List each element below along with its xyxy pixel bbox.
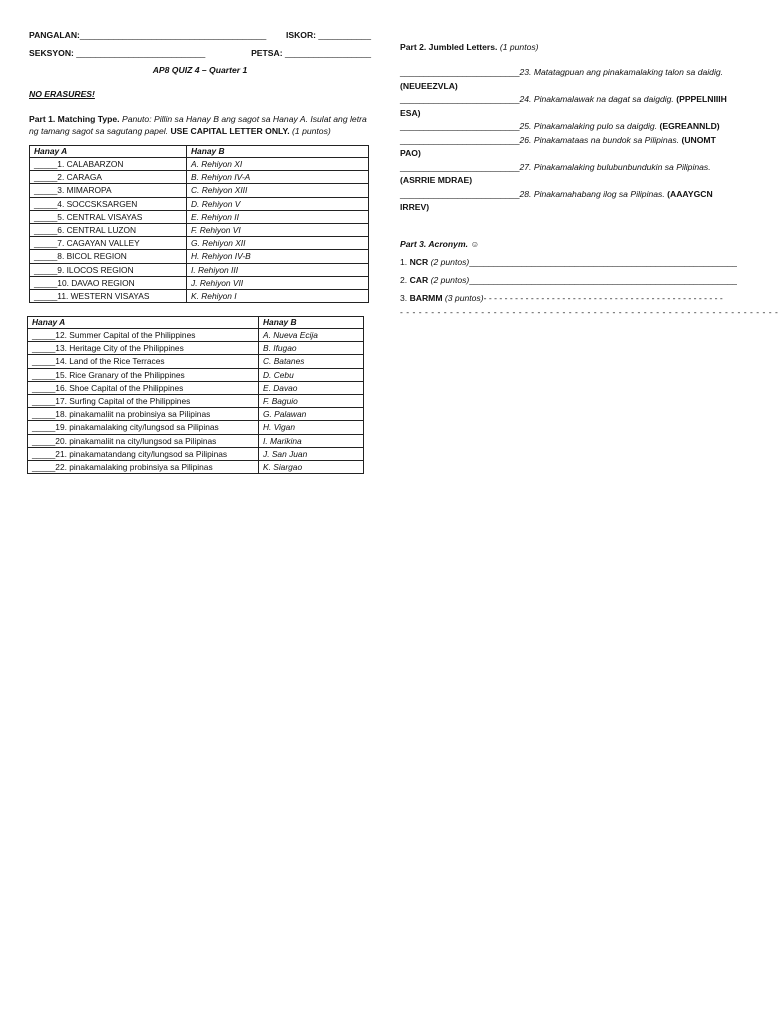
jumbled-word: (UNOMT PAO)	[400, 134, 716, 158]
acronym-number: 1.	[400, 256, 410, 267]
acronym-answer-line[interactable]: ________________________________________________________	[469, 274, 737, 285]
question-number: 23.	[519, 67, 534, 77]
acronym-number: 2.	[400, 274, 410, 285]
score-line[interactable]: ___________	[318, 30, 371, 40]
question-number: 28.	[519, 188, 534, 199]
hanay-a-item[interactable]: _____16. Shoe Capital of the Philippines	[28, 381, 259, 394]
acronym-item	[400, 253, 736, 271]
hanay-a-item[interactable]: _____22. pinakamalaking probinsiya sa Pilipinas	[28, 461, 259, 474]
table-row	[30, 224, 369, 237]
question-text: Pinakamalaking pulo sa daigdig.	[533, 121, 660, 131]
table-row	[28, 368, 364, 381]
jumbled-item	[400, 188, 736, 215]
question-number: 24.	[519, 94, 534, 104]
right-column	[400, 42, 778, 317]
hanay-b-item: C. Rehiyon XIII	[187, 184, 369, 197]
answer-blank[interactable]: _________________________	[400, 188, 520, 199]
hanay-a-item[interactable]: _____1. CALABARZON	[30, 158, 187, 171]
hanay-b-item: G. Palawan	[259, 408, 364, 421]
table-row	[28, 355, 364, 368]
matching-table-2-body	[28, 329, 364, 474]
acronym-answer-line[interactable]: - - - - - - - - - - - - - - - - - - - - - - - - - - - - - - - - - - - - - - - - - - - - - -	[483, 292, 723, 303]
hanay-b-item: K. Rehiyon I	[187, 290, 369, 303]
answer-blank[interactable]: _________________________	[400, 161, 520, 172]
table-row	[30, 210, 369, 223]
hanay-a-item[interactable]: _____15. Rice Granary of the Philippines	[28, 368, 259, 381]
score-label: ISKOR:	[285, 30, 317, 40]
hanay-b-item: A. Rehiyon XI	[187, 158, 369, 171]
hanay-a-item[interactable]: _____4. SOCCSKSARGEN	[30, 197, 187, 210]
hanay-b-item: D. Cebu	[259, 368, 364, 381]
hanay-a-item[interactable]: _____8. BICOL REGION	[30, 250, 187, 263]
col-header-b: Hanay B	[187, 146, 369, 158]
question-text: Pinakamalaking bulubunbundukin sa Pilipinas.	[533, 161, 711, 172]
acronym-points: (2 puntos)	[430, 256, 470, 267]
hanay-a-item[interactable]: _____10. DAVAO REGION	[30, 276, 187, 289]
col-header-b: Hanay B	[259, 317, 364, 329]
jumbled-item	[400, 93, 736, 120]
table-row	[28, 408, 364, 421]
part2-points: (1 puntos)	[499, 42, 539, 52]
table-row	[28, 395, 364, 408]
table-row	[28, 421, 364, 434]
date-field[interactable]	[251, 48, 371, 62]
section-label: SEKSYON:	[29, 48, 74, 58]
hanay-a-item[interactable]: _____13. Heritage City of the Philippines	[28, 342, 259, 355]
matching-table-1	[29, 145, 369, 303]
hanay-b-item: I. Rehiyon III	[187, 263, 369, 276]
name-label: PANGALAN:	[29, 30, 80, 40]
part3-heading	[400, 239, 736, 249]
acronym-items	[400, 253, 736, 307]
table-header-row	[30, 146, 369, 158]
hanay-b-item: I. Marikina	[259, 434, 364, 447]
jumbled-word: (PPPELNIIIH ESA)	[400, 94, 727, 118]
table-row	[30, 197, 369, 210]
name-line[interactable]: _______________________________________	[79, 30, 267, 40]
table-row	[28, 434, 364, 447]
smiley-icon: ☺	[470, 238, 480, 249]
acronym-item	[400, 271, 736, 289]
question-text: Pinakamalawak na dagat sa daigdig.	[533, 94, 677, 104]
acronym-term: BARMM	[409, 292, 445, 303]
date-line[interactable]: __________________	[284, 48, 371, 58]
answer-blank[interactable]: _________________________	[400, 121, 520, 131]
part1-title: Part 1. Matching Type.	[29, 114, 120, 124]
table-row	[30, 158, 369, 171]
answer-blank[interactable]: _________________________	[400, 94, 520, 104]
table-header-row	[28, 317, 364, 329]
hanay-a-item[interactable]: _____21. pinakamatandang city/lungsod sa Pilipinas	[28, 447, 259, 460]
jumbled-word: (EGREANNLD)	[659, 121, 720, 131]
hanay-b-item: K. Siargao	[259, 461, 364, 474]
col-header-a: Hanay A	[28, 317, 259, 329]
acronym-points: (2 puntos)	[430, 274, 470, 285]
table-row	[30, 263, 369, 276]
question-text: Pinakamataas na bundok sa Pilipinas.	[533, 134, 682, 145]
jumbled-item	[400, 134, 736, 161]
part1-instruction: Panuto: Pillin sa Hanay B ang sagot sa Hanay A. Isulat ang letra ng tamang sagot sa sagutang papel.	[29, 114, 367, 136]
hanay-b-item: E. Rehiyon II	[187, 210, 369, 223]
hanay-a-item[interactable]: _____11. WESTERN VISAYAS	[30, 290, 187, 303]
hanay-b-item: G. Rehiyon XII	[187, 237, 369, 250]
acronym-points: (3 puntos)	[444, 292, 484, 303]
hanay-b-item: E. Davao	[259, 381, 364, 394]
question-text: Pinakamahabang ilog sa Pilipinas.	[533, 188, 668, 199]
hanay-a-item[interactable]: _____3. MIMAROPA	[30, 184, 187, 197]
name-score-row	[29, 30, 371, 44]
acronym-term: NCR	[409, 256, 431, 267]
table-row	[30, 171, 369, 184]
table-row	[28, 342, 364, 355]
quiz-title: AP8 QUIZ 4 – Quarter 1	[152, 65, 248, 75]
acronym-answer-line[interactable]: ________________________________________________________	[469, 256, 737, 267]
acronym-extra-line[interactable]: - - - - - - - - - - - - - - - - - - - - - - - - - - - - - - - - - - - - - - - - - - - - - - - - - - - - - - - - - - - - -	[400, 306, 778, 317]
hanay-b-item: H. Rehiyon IV-B	[187, 250, 369, 263]
hanay-a-item[interactable]: _____12. Summer Capital of the Philippines	[28, 329, 259, 342]
part2-heading	[400, 42, 736, 52]
matching-table-1-body	[30, 158, 369, 303]
hanay-b-item: J. Rehiyon VII	[187, 276, 369, 289]
hanay-b-item: A. Nueva Ecija	[259, 329, 364, 342]
hanay-b-item: F. Baguio	[259, 395, 364, 408]
hanay-b-item: C. Batanes	[259, 355, 364, 368]
hanay-a-item[interactable]: _____7. CAGAYAN VALLEY	[30, 237, 187, 250]
hanay-b-item: J. San Juan	[259, 447, 364, 460]
table-row	[30, 290, 369, 303]
part1-instructions	[29, 113, 371, 137]
jumbled-items	[400, 66, 736, 215]
hanay-a-item[interactable]: _____20. pinakamaliit na city/lungsod sa Pilipinas	[28, 434, 259, 447]
jumbled-item	[400, 161, 736, 188]
acronym-number: 3.	[400, 292, 410, 303]
jumbled-item	[400, 66, 736, 93]
hanay-a-item[interactable]: _____18. pinakamaliit na probinsiya sa Pilipinas	[28, 408, 259, 421]
question-number: 25.	[519, 121, 534, 131]
part1-points: (1 puntos)	[292, 126, 331, 136]
table-row	[28, 381, 364, 394]
section-field[interactable]	[29, 48, 205, 62]
hanay-a-item[interactable]: _____2. CARAGA	[30, 171, 187, 184]
hanay-b-item: B. Rehiyon IV-A	[187, 171, 369, 184]
answer-blank[interactable]: _________________________	[400, 134, 520, 145]
section-line[interactable]: ___________________________	[76, 48, 206, 58]
hanay-a-item[interactable]: _____6. CENTRAL LUZON	[30, 224, 187, 237]
jumbled-word: (NEUEEZVLA)	[400, 80, 458, 91]
hanay-b-item: D. Rehiyon V	[187, 197, 369, 210]
table-row	[30, 250, 369, 263]
date-label: PETSA:	[251, 48, 283, 58]
question-text: Matatagpuan ang pinakamalaking talon sa daidig.	[533, 67, 724, 77]
table-row	[28, 461, 364, 474]
table-row	[28, 329, 364, 342]
part3-title: Part 3. Acronym.	[400, 238, 468, 249]
table-row	[28, 447, 364, 460]
table-row	[30, 184, 369, 197]
hanay-a-item[interactable]: _____19. pinakamalaking city/lungsod sa Pilipinas	[28, 421, 259, 434]
hanay-a-item[interactable]: _____5. CENTRAL VISAYAS	[30, 210, 187, 223]
hanay-b-item: B. Ifugao	[259, 342, 364, 355]
left-column	[29, 30, 371, 303]
matching-table-2	[27, 316, 364, 474]
hanay-a-item[interactable]: _____14. Land of the Rice Terraces	[28, 355, 259, 368]
col-header-a: Hanay A	[30, 146, 187, 158]
name-field[interactable]	[29, 30, 266, 44]
acronym-item	[400, 289, 736, 307]
hanay-b-item: F. Rehiyon VI	[187, 224, 369, 237]
question-number: 27.	[519, 161, 534, 172]
acronym-term: CAR	[409, 274, 431, 285]
hanay-a-item[interactable]: _____9. ILOCOS REGION	[30, 263, 187, 276]
no-erasures-note: NO ERASURES!	[29, 89, 95, 99]
jumbled-word: (AAAYGCN IRREV)	[400, 188, 713, 212]
part2-title: Part 2. Jumbled Letters.	[400, 42, 498, 52]
table-row	[30, 276, 369, 289]
table-row	[30, 237, 369, 250]
hanay-b-item: H. Vigan	[259, 421, 364, 434]
jumbled-item	[400, 120, 736, 134]
question-number: 26.	[519, 134, 534, 145]
score-field[interactable]	[286, 30, 371, 44]
answer-blank[interactable]: _________________________	[400, 67, 520, 77]
hanay-a-item[interactable]: _____17. Surfing Capital of the Philippines	[28, 395, 259, 408]
section-date-row	[29, 48, 371, 62]
part1-emphasis: USE CAPITAL LETTER ONLY.	[170, 126, 290, 136]
jumbled-word: (ASRRIE MDRAE)	[400, 175, 473, 185]
